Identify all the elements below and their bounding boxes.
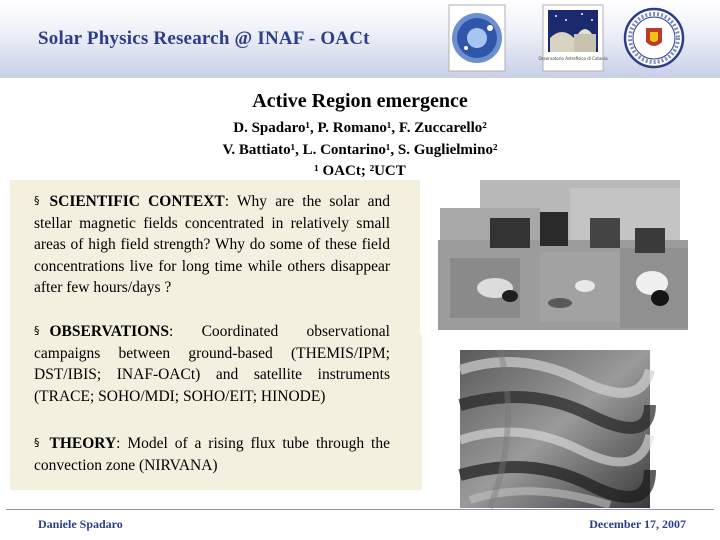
authors-line-1: D. Spadaro¹, P. Romano¹, F. Zuccarello² — [233, 120, 487, 136]
title-block — [150, 90, 570, 181]
flux-tube-photo — [460, 350, 650, 508]
university-seal-logo — [622, 4, 686, 72]
theory-label: THEORY — [49, 435, 117, 452]
affiliations: ¹ OACt; ²UCT — [314, 163, 406, 179]
scientific-context-label: SCIENTIFIC CONTEXT — [49, 193, 225, 210]
scientific-context-text: : Why are the solar and stellar magnetic fields concentrated in relatively small areas of high field strength? Why do some of these field concentrations live for long time while others disappear after few hours/days ? — [34, 193, 390, 297]
scientific-context-paragraph — [34, 190, 390, 299]
authors-line-2: V. Battiato¹, L. Contarino¹, S. Guglielmino² — [222, 142, 498, 158]
bullet-icon: § — [34, 194, 40, 207]
observations-text: : Coordinated observational campaigns between ground-based (THEMIS/IPM; DST/IBIS; INAF-OACt) and satellite instruments (TRACE; SOHO/MDI; SOHO/EIT; HINODE) — [34, 323, 390, 405]
theory-text: : Model of a rising flux tube through the convection zone (NIRVANA) — [34, 435, 390, 474]
footer-date: December 17, 2007 — [589, 517, 686, 531]
theory-paragraph — [34, 432, 390, 476]
solar-mosaic-image — [420, 178, 700, 335]
main-title: Active Region emergence — [252, 90, 468, 112]
header-title: Solar Physics Research @ INAF - OACt — [38, 28, 370, 49]
footer-author: Daniele Spadaro — [38, 517, 123, 531]
bullet-icon: § — [34, 436, 40, 449]
observatory-logo — [538, 4, 608, 72]
observations-paragraph — [34, 320, 390, 407]
footer-divider — [6, 509, 714, 510]
observations-label: OBSERVATIONS — [49, 323, 169, 340]
bullet-icon: § — [34, 324, 40, 337]
inaf-logo — [448, 4, 506, 72]
observatory-logo-caption: Osservatorio Astrofisico di Catania — [538, 56, 608, 61]
